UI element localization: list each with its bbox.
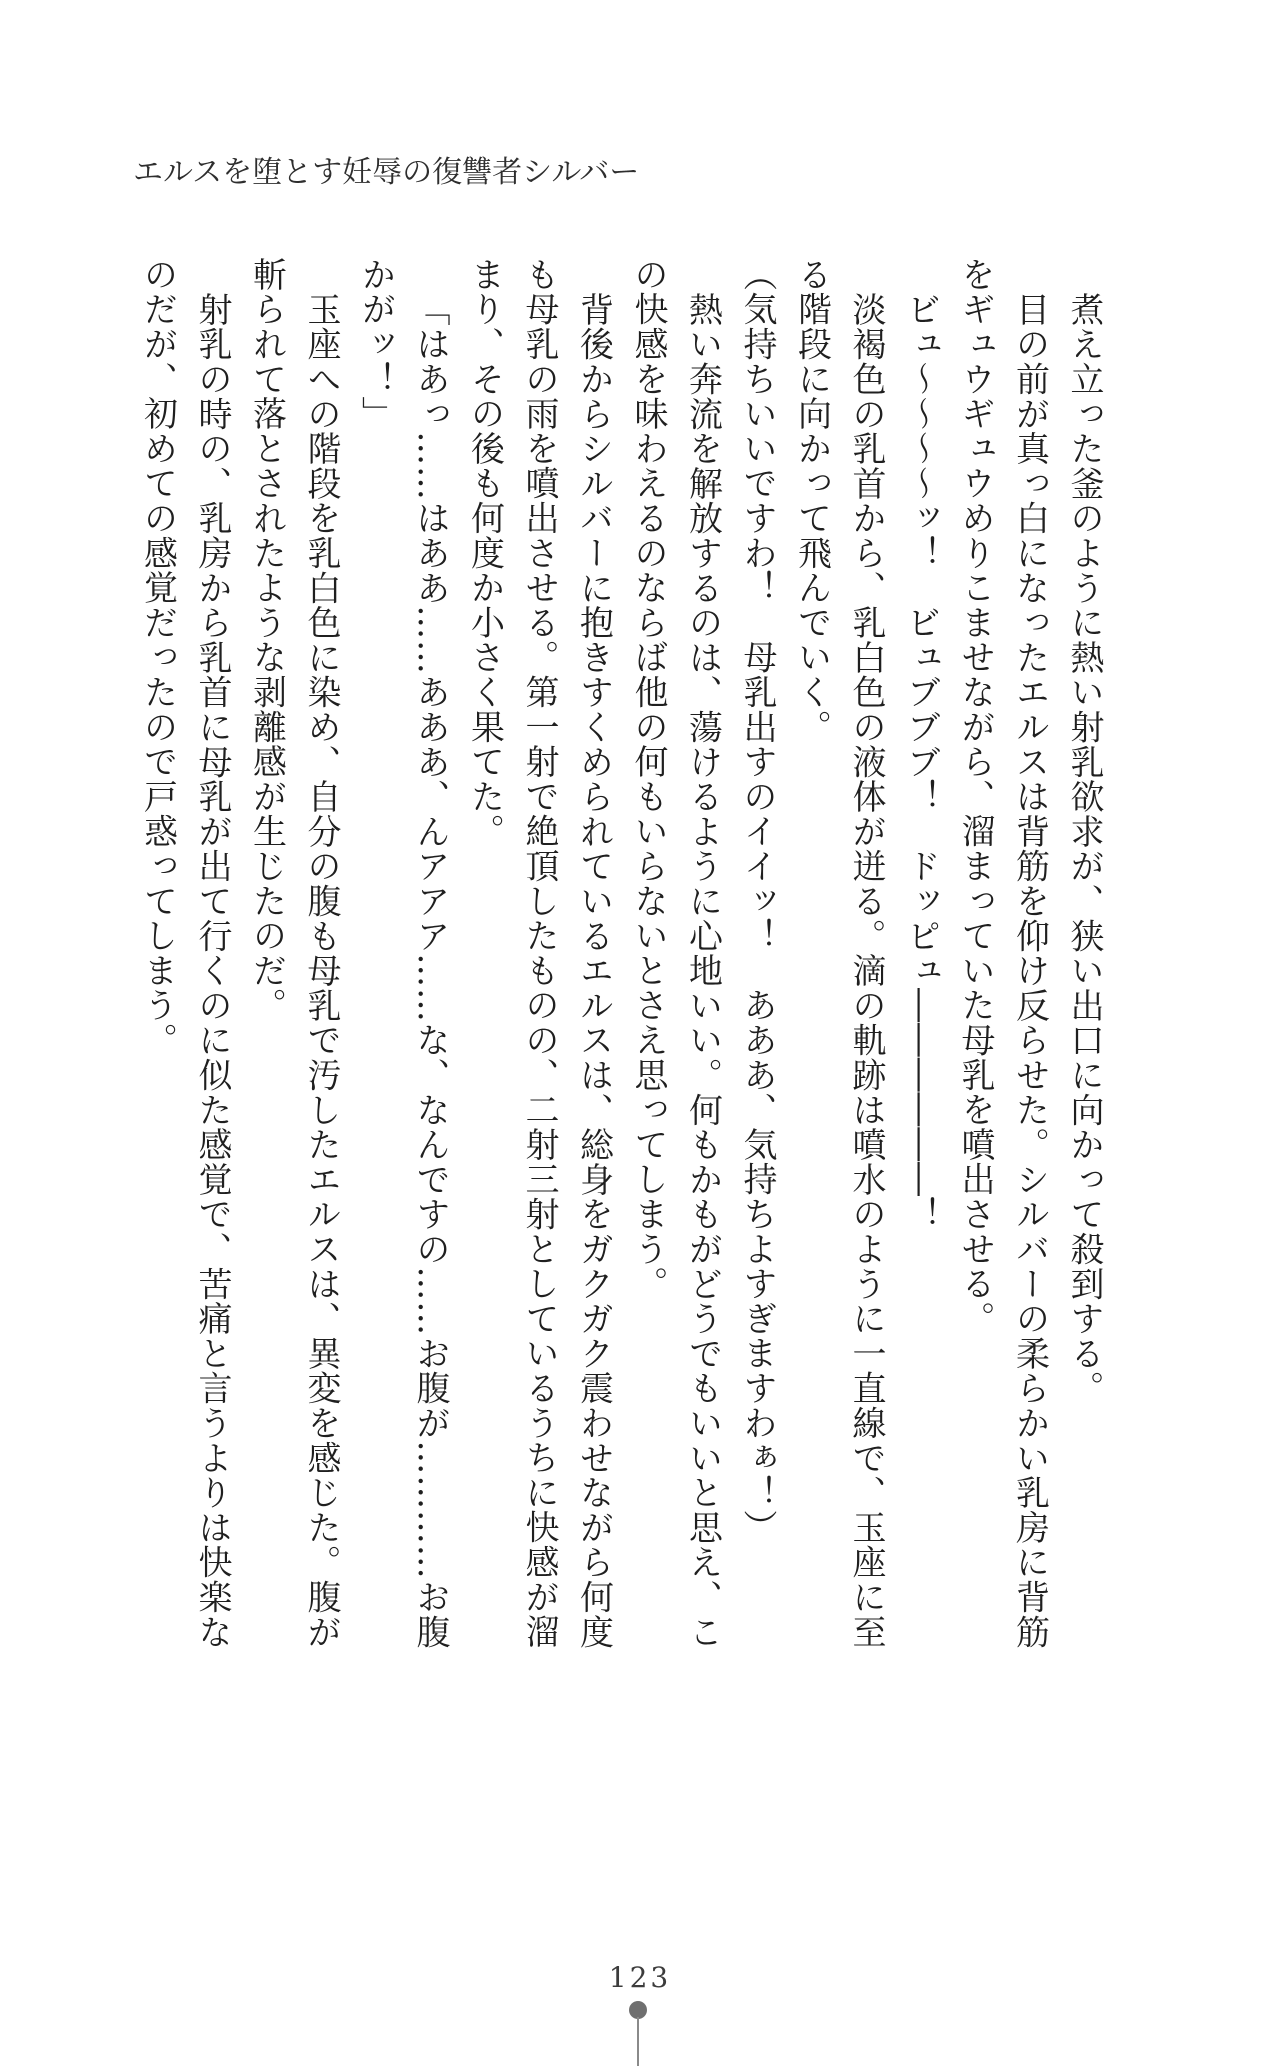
- paragraph-8-dialogue: 「はあっ……はああ……あああ、んアアア……な、なんですの……お腹が…………お腹かがッ！」: [355, 257, 450, 1649]
- page-number: 123: [608, 1961, 672, 1994]
- paragraph-10: 射乳の時の、乳房から乳首に母乳が出て行くのに似た感覚で、苦痛と言うよりは快楽なのだが、初めての感覚だったので戸惑ってしまう。: [137, 257, 232, 1649]
- paragraph-6: 熱い奔流を解放するのは、蕩けるように心地いい。何もかもがどうでもいいと思え、この快感を味わえるのならば他の何もいらないとさえ思ってしまう。: [628, 257, 723, 1649]
- main-text-block: [130, 257, 1111, 1650]
- paragraph-3-sfx: ビュ～～～～ッ！ ビュブブブ！ ドッピュ――――――！: [900, 291, 941, 1232]
- paragraph-4: 淡褐色の乳首から、乳白色の液体が迸る。滴の軌跡は噴水のように一直線で、玉座に至る階段に向かって飛んでいく。: [791, 257, 886, 1649]
- footer-stem-line: [637, 2017, 639, 2066]
- paragraph-9: 玉座への階段を乳白色に染め、自分の腹も母乳で汚したエルスは、異変を感じた。腹が斬られて落とされたような剥離感が生じたのだ。: [246, 257, 341, 1649]
- paragraph-5-inner-monologue: （気持ちいいですわ！ 母乳出すのイイッ！ あああ、気持ちよすぎますわぁ！）: [737, 257, 777, 1545]
- paragraph-7: 背後からシルバーに抱きすくめられているエルスは、総身をガクガク震わせながら何度も母乳の雨を噴出させる。第一射で絶頂したものの、二射三射としているうちに快感が溜まり、その後も何度か小さく果てた。: [464, 257, 614, 1649]
- paragraph-2: 目の前が真っ白になったエルスは背筋を仰け反らせた。シルバーの柔らかい乳房に背筋をギュウギュウめりこませながら、溜まっていた母乳を噴出させる。: [955, 257, 1050, 1649]
- running-header-title: エルスを堕とす妊辱の復讐者シルバー: [133, 155, 640, 190]
- paragraph-1: 煮え立った釜のように熱い射乳欲求が、狭い出口に向かって殺到する。: [1064, 291, 1104, 1406]
